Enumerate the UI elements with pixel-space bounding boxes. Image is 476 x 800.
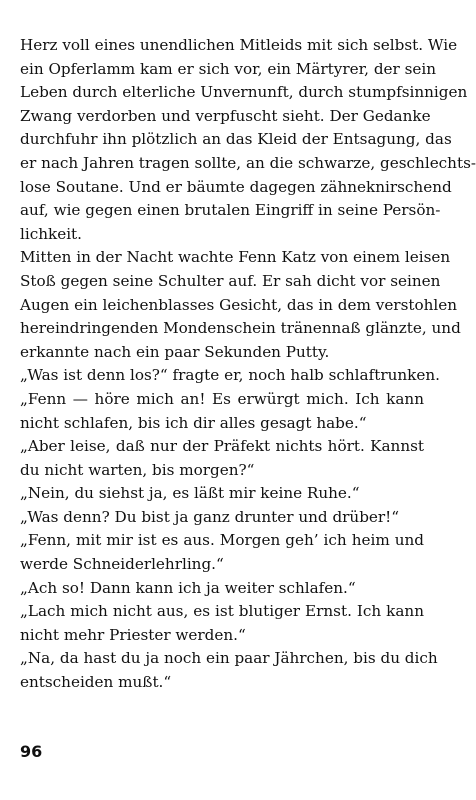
text-line: werde Schneiderlehrling.“	[20, 555, 224, 574]
text-line: du nicht warten, bis morgen?“	[20, 460, 255, 479]
paragraph	[20, 364, 440, 388]
text-line: er nach Jahren tragen sollte, an die schwarze, geschlechts-	[20, 153, 476, 172]
text-line: nicht mehr Priester werden.“	[20, 625, 246, 644]
paragraph	[20, 506, 424, 530]
text-line: „Aber leise, daß nur der Präfekt nichts hört. Kannst	[20, 437, 424, 456]
page-number: 96	[20, 742, 43, 761]
paragraph	[20, 482, 424, 506]
paragraph	[20, 246, 461, 364]
paragraph	[20, 647, 438, 694]
text-line: nicht schlafen, bis ich dir alles gesagt habe.“	[20, 413, 367, 432]
paragraph	[20, 577, 424, 601]
paragraph	[20, 435, 424, 482]
text-line: „Lach mich nicht aus, es ist blutiger Ernst. Ich kann	[20, 602, 424, 621]
paragraph	[20, 600, 424, 647]
text-line: hereindringenden Mondenschein tränennaß glänzte, und	[20, 319, 461, 338]
text-line: durchfuhr ihn plötzlich an das Kleid der Entsagung, das	[20, 130, 452, 149]
paragraph	[20, 388, 424, 435]
text-line: Zwang verdorben und verpfuscht sieht. Der Gedanke	[20, 106, 431, 125]
text-line: lose Soutane. Und er bäumte dagegen zähneknirschend	[20, 177, 452, 196]
text-line: Stoß gegen seine Schulter auf. Er sah dicht vor seinen	[20, 271, 441, 290]
text-line: erkannte nach ein paar Sekunden Putty.	[20, 342, 330, 361]
text-line: entscheiden mußt.“	[20, 673, 172, 692]
text-line: Leben durch elterliche Unvernunft, durch stumpfsinnigen	[20, 83, 468, 102]
text-line: „Fenn — höre mich an! Es erwürgt mich. Ich kann	[20, 389, 424, 408]
text-line: Mitten in der Nacht wachte Fenn Katz von einem leisen	[20, 248, 451, 267]
text-line: „Ach so! Dann kann ich ja weiter schlafen.“	[20, 578, 356, 597]
text-line: „Fenn, mit mir ist es aus. Morgen geh’ ich heim und	[20, 531, 424, 550]
body-text	[20, 34, 476, 695]
text-line: Herz voll eines unendlichen Mitleids mit sich selbst. Wie	[20, 36, 458, 54]
paragraph	[20, 529, 424, 576]
text-line: „Na, da hast du ja noch ein paar Jährchen, bis du dich	[20, 649, 438, 668]
text-line: ein Opferlamm kam er sich vor, ein Märtyrer, der sein	[20, 59, 437, 78]
text-line: auf, wie gegen einen brutalen Eingriff in seine Persön-	[20, 201, 441, 220]
paragraph	[20, 34, 476, 246]
text-line: lichkeit.	[20, 224, 82, 243]
text-line: „Was ist denn los?“ fragte er, noch halb schlaftrunken.	[20, 366, 440, 385]
text-line: Augen ein leichenblasses Gesicht, das in dem verstohlen	[20, 295, 458, 314]
text-line: „Was denn? Du bist ja ganz drunter und drüber!“	[20, 507, 400, 526]
text-line: „Nein, du siehst ja, es läßt mir keine Ruhe.“	[20, 484, 360, 503]
